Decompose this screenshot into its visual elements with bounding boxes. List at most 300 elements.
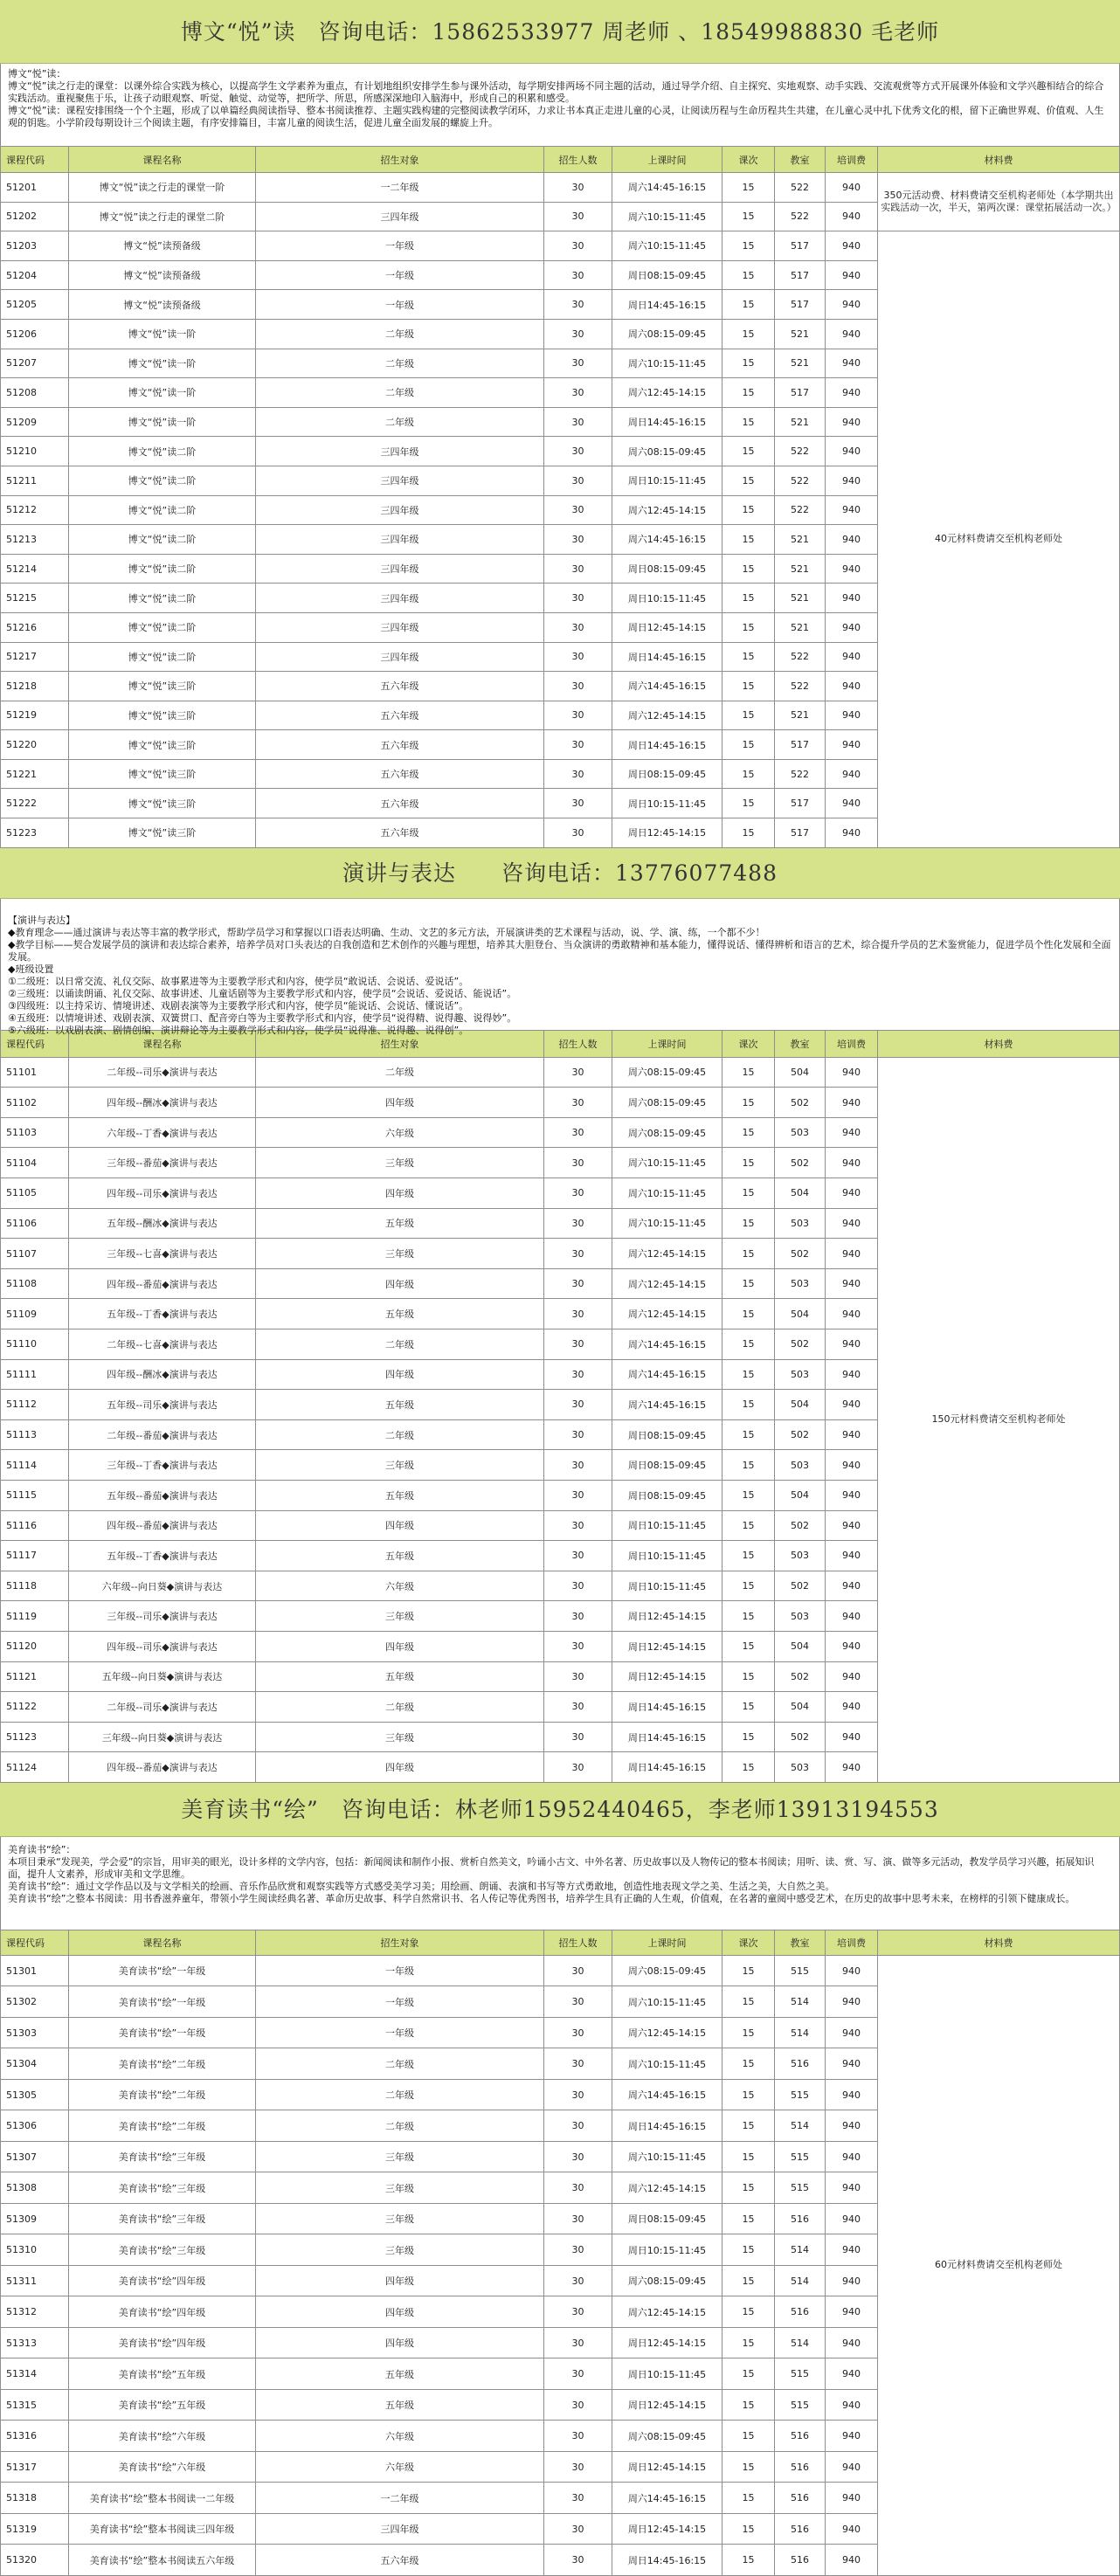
course-name: 美育读书“绘”四年级 (69, 2265, 256, 2296)
course-code: 51309 (1, 2203, 69, 2234)
target-grade: 三年级 (256, 1148, 544, 1178)
course-code: 51122 (1, 1692, 69, 1723)
capacity: 30 (544, 2265, 612, 2296)
session-count: 15 (722, 730, 775, 760)
target-grade: 五年级 (256, 1661, 544, 1692)
course-table (0, 1030, 1120, 1783)
tuition-fee: 940 (826, 818, 878, 848)
course-name: 博文“悦”读一阶 (69, 319, 256, 349)
course-name: 博文“悦”读二阶 (69, 525, 256, 555)
course-code: 51201 (1, 173, 69, 203)
target-grade: 五年级 (256, 1208, 544, 1239)
session-count: 15 (722, 642, 775, 672)
capacity: 30 (544, 1480, 612, 1510)
session-count: 15 (722, 1631, 775, 1661)
course-name: 三年级--向日葵◆演讲与表达 (69, 1722, 256, 1752)
session-count: 15 (722, 1329, 775, 1360)
class-time: 周六14:45-16:15 (612, 1359, 722, 1390)
capacity: 30 (544, 319, 612, 349)
capacity: 30 (544, 1631, 612, 1661)
course-name: 四年级--番茄◆演讲与表达 (69, 1752, 256, 1783)
target-grade: 四年级 (256, 1631, 544, 1661)
class-time: 周日14:45-16:15 (612, 2545, 722, 2576)
capacity: 30 (544, 202, 612, 231)
class-time: 周六10:15-11:45 (612, 2048, 722, 2080)
course-name: 五年级--番茄◆演讲与表达 (69, 1480, 256, 1510)
session-count: 15 (722, 1986, 775, 2018)
target-grade: 四年级 (256, 1510, 544, 1541)
capacity: 30 (544, 2017, 612, 2048)
tuition-fee: 940 (826, 1510, 878, 1541)
class-time: 周日12:45-14:15 (612, 2451, 722, 2483)
course-code: 51220 (1, 730, 69, 760)
class-time: 周六08:15-09:45 (612, 1057, 722, 1088)
target-grade: 三四年级 (256, 466, 544, 495)
classroom: 517 (775, 290, 826, 320)
class-time: 周六10:15-11:45 (612, 1208, 722, 1239)
target-grade: 五六年级 (256, 701, 544, 730)
classroom: 521 (775, 407, 826, 437)
target-grade: 三年级 (256, 1239, 544, 1269)
course-name: 二年级--司乐◆演讲与表达 (69, 1057, 256, 1088)
session-count: 15 (722, 1268, 775, 1299)
capacity: 30 (544, 1117, 612, 1148)
course-code: 51205 (1, 290, 69, 320)
session-count: 15 (722, 1088, 775, 1118)
target-grade: 五年级 (256, 1299, 544, 1329)
tuition-fee: 940 (826, 2483, 878, 2514)
classroom: 502 (775, 1239, 826, 1269)
course-code: 51202 (1, 202, 69, 231)
target-grade: 二年级 (256, 2048, 544, 2080)
session-count: 15 (722, 1239, 775, 1269)
class-time: 周六08:15-09:45 (612, 437, 722, 466)
course-code: 51111 (1, 1359, 69, 1390)
column-header-name: 课程名称 (69, 147, 256, 173)
course-code: 51118 (1, 1571, 69, 1601)
tuition-fee: 940 (826, 260, 878, 290)
capacity: 30 (544, 672, 612, 701)
session-count: 15 (722, 2172, 775, 2204)
class-time: 周日10:15-11:45 (612, 1510, 722, 1541)
course-name: 美育读书“绘”五年级 (69, 2358, 256, 2390)
course-name: 博文“悦”读三阶 (69, 701, 256, 730)
class-time: 周六08:15-09:45 (612, 1088, 722, 1118)
intro-paragraph: 美育读书“绘”： (8, 1843, 76, 1855)
target-grade: 三四年级 (256, 554, 544, 584)
tuition-fee: 940 (826, 1541, 878, 1571)
section-bowen-reading (0, 0, 1120, 848)
course-code: 51214 (1, 554, 69, 584)
capacity: 30 (544, 789, 612, 818)
column-header-sessions: 课次 (722, 1930, 775, 1955)
column-header-target: 招生对象 (256, 1030, 544, 1057)
capacity: 30 (544, 1148, 612, 1178)
capacity: 30 (544, 612, 612, 642)
course-code: 51104 (1, 1148, 69, 1178)
class-time: 周六14:45-16:15 (612, 672, 722, 701)
course-name: 四年级--司乐◆演讲与表达 (69, 1631, 256, 1661)
classroom: 504 (775, 1480, 826, 1510)
session-count: 15 (722, 407, 775, 437)
capacity: 30 (544, 231, 612, 261)
class-time: 周六14:45-16:15 (612, 173, 722, 203)
session-count: 15 (722, 1601, 775, 1632)
tuition-fee: 940 (826, 437, 878, 466)
class-time: 周日08:15-09:45 (612, 1480, 722, 1510)
capacity: 30 (544, 2421, 612, 2452)
column-header-capacity: 招生人数 (544, 1030, 612, 1057)
column-header-sessions: 课次 (722, 1030, 775, 1057)
tuition-fee: 940 (826, 2451, 878, 2483)
course-name: 博文“悦”读二阶 (69, 495, 256, 525)
class-time: 周六10:15-11:45 (612, 2141, 722, 2172)
tuition-fee: 940 (826, 1631, 878, 1661)
classroom: 502 (775, 1329, 826, 1360)
target-grade: 一年级 (256, 231, 544, 261)
class-time: 周六12:45-14:15 (612, 1268, 722, 1299)
target-grade: 四年级 (256, 1268, 544, 1299)
classroom: 503 (775, 1117, 826, 1148)
classroom: 517 (775, 231, 826, 261)
capacity: 30 (544, 1450, 612, 1481)
class-time: 周六12:45-14:15 (612, 495, 722, 525)
course-name: 美育读书“绘”一年级 (69, 1986, 256, 2018)
course-code: 51106 (1, 1208, 69, 1239)
course-name: 三年级--番茄◆演讲与表达 (69, 1148, 256, 1178)
course-code: 51319 (1, 2513, 69, 2545)
course-code: 51123 (1, 1722, 69, 1752)
course-code: 51103 (1, 1117, 69, 1148)
column-header-time: 上课时间 (612, 147, 722, 173)
tuition-fee: 940 (826, 1117, 878, 1148)
tuition-fee: 940 (826, 378, 878, 408)
class-time: 周六10:15-11:45 (612, 349, 722, 378)
class-time: 周六10:15-11:45 (612, 202, 722, 231)
course-name: 五年级--酬冰◆演讲与表达 (69, 1208, 256, 1239)
session-count: 15 (722, 2358, 775, 2390)
capacity: 30 (544, 2234, 612, 2266)
capacity: 30 (544, 1571, 612, 1601)
target-grade: 一年级 (256, 1986, 544, 2018)
tuition-fee: 940 (826, 1986, 878, 2018)
capacity: 30 (544, 290, 612, 320)
session-count: 15 (722, 173, 775, 203)
course-name: 美育读书“绘”二年级 (69, 2048, 256, 2080)
target-grade: 三四年级 (256, 584, 544, 613)
class-time: 周六14:45-16:15 (612, 1329, 722, 1360)
class-time: 周日14:45-16:15 (612, 642, 722, 672)
classroom: 516 (775, 2451, 826, 2483)
tuition-fee: 940 (826, 2234, 878, 2266)
course-code: 51212 (1, 495, 69, 525)
target-grade: 四年级 (256, 2296, 544, 2328)
course-code: 51121 (1, 1661, 69, 1692)
session-count: 15 (722, 349, 775, 378)
target-grade: 三四年级 (256, 2513, 544, 2545)
column-header-room: 教室 (775, 147, 826, 173)
course-code: 51303 (1, 2017, 69, 2048)
class-time: 周六12:45-14:15 (612, 2017, 722, 2048)
target-grade: 三年级 (256, 1722, 544, 1752)
classroom: 504 (775, 1299, 826, 1329)
classroom: 522 (775, 202, 826, 231)
capacity: 30 (544, 2389, 612, 2421)
session-count: 15 (722, 1510, 775, 1541)
tuition-fee: 940 (826, 202, 878, 231)
table-header-row (1, 1930, 1120, 1955)
intro-paragraph: 美育读书“绘”：通过文学作品以及与文学相关的绘画、音乐作品欣赏和观察实践等方式感受美学习美；用绘画、朗诵、表演和书写等方式勇敢地，创造性地表现文学之美、生活之美，大自然之美。 (8, 1880, 835, 1892)
classroom: 517 (775, 818, 826, 848)
session-count: 15 (722, 1117, 775, 1148)
classroom: 521 (775, 525, 826, 555)
session-count: 15 (722, 2451, 775, 2483)
target-grade: 四年级 (256, 1359, 544, 1390)
tuition-fee: 940 (826, 349, 878, 378)
capacity: 30 (544, 1208, 612, 1239)
capacity: 30 (544, 1692, 612, 1723)
tuition-fee: 940 (826, 2203, 878, 2234)
target-grade: 四年级 (256, 1178, 544, 1209)
intro-paragraph: 博文“悦”读之行走的课堂：以课外综合实践为核心，以提高学生文学素养为重点，有计划地组织安排学生参与课外活动，每学期安排两场不同主题的活动，通过导学介绍、自主探究、实地观察、动手实践、交流观赏等方式开展课外体验和文学兴趣相结合的综合实践活动。重视聚焦于乐，让孩子动眼观察、听觉、触觉、动觉等，把所学、所思，所感深深地印入脑海中，形成自己的积累和感受。 (8, 80, 1104, 104)
material-fee-note: 150元材料费请交至机构老师处 (878, 1057, 1120, 1782)
column-header-material: 材料费 (878, 147, 1120, 173)
column-header-room: 教室 (775, 1930, 826, 1955)
column-header-fee: 培训费 (826, 1030, 878, 1057)
intro-paragraph: ◆班级设置 (8, 963, 54, 975)
tuition-fee: 940 (826, 2421, 878, 2452)
course-name: 美育读书“绘”六年级 (69, 2421, 256, 2452)
target-grade: 一年级 (256, 290, 544, 320)
capacity: 30 (544, 260, 612, 290)
classroom: 515 (775, 2389, 826, 2421)
column-header-fee: 培训费 (826, 147, 878, 173)
target-grade: 五年级 (256, 1480, 544, 1510)
table-header-row (1, 147, 1120, 173)
tuition-fee: 940 (826, 2327, 878, 2358)
classroom: 502 (775, 1419, 826, 1450)
column-header-room: 教室 (775, 1030, 826, 1057)
target-grade: 六年级 (256, 1117, 544, 1148)
classroom: 502 (775, 1722, 826, 1752)
capacity: 30 (544, 642, 612, 672)
course-code: 51105 (1, 1178, 69, 1209)
class-time: 周日10:15-11:45 (612, 466, 722, 495)
column-header-code: 课程代码 (1, 1030, 69, 1057)
course-code: 51209 (1, 407, 69, 437)
tuition-fee: 940 (826, 2513, 878, 2545)
classroom: 514 (775, 2265, 826, 2296)
tuition-fee: 940 (826, 2141, 878, 2172)
course-name: 博文“悦”读二阶 (69, 612, 256, 642)
section-title: 博文“悦”读 咨询电话：15862533977 周老师 、18549988830 毛老师 (0, 0, 1120, 64)
course-name: 三年级--丁香◆演讲与表达 (69, 1450, 256, 1481)
capacity: 30 (544, 1268, 612, 1299)
tuition-fee: 940 (826, 789, 878, 818)
course-code: 51210 (1, 437, 69, 466)
course-code: 51222 (1, 789, 69, 818)
class-time: 周日14:45-16:15 (612, 1752, 722, 1783)
capacity: 30 (544, 1178, 612, 1209)
target-grade: 四年级 (256, 2327, 544, 2358)
capacity: 30 (544, 2451, 612, 2483)
course-name: 三年级--司乐◆演讲与表达 (69, 1601, 256, 1632)
target-grade: 五六年级 (256, 2545, 544, 2576)
course-name: 四年级--番茄◆演讲与表达 (69, 1510, 256, 1541)
course-name: 三年级--七喜◆演讲与表达 (69, 1239, 256, 1269)
classroom: 504 (775, 1057, 826, 1088)
target-grade: 二年级 (256, 1692, 544, 1723)
classroom: 521 (775, 554, 826, 584)
class-time: 周六10:15-11:45 (612, 1148, 722, 1178)
course-code: 51311 (1, 2265, 69, 2296)
target-grade: 二年级 (256, 1419, 544, 1450)
course-table (0, 1930, 1120, 2576)
course-name: 美育读书“绘”整本书阅读三四年级 (69, 2513, 256, 2545)
classroom: 516 (775, 2421, 826, 2452)
classroom: 502 (775, 1088, 826, 1118)
course-code: 51219 (1, 701, 69, 730)
class-time: 周日12:45-14:15 (612, 1661, 722, 1692)
target-grade: 三四年级 (256, 202, 544, 231)
tuition-fee: 940 (826, 2358, 878, 2390)
class-time: 周六12:45-14:15 (612, 701, 722, 730)
column-header-capacity: 招生人数 (544, 1930, 612, 1955)
tuition-fee: 940 (826, 319, 878, 349)
session-count: 15 (722, 584, 775, 613)
classroom: 522 (775, 672, 826, 701)
course-code: 51314 (1, 2358, 69, 2390)
course-code: 51110 (1, 1329, 69, 1360)
class-time: 周日08:15-09:45 (612, 1450, 722, 1481)
course-code: 51101 (1, 1057, 69, 1088)
classroom: 521 (775, 584, 826, 613)
column-header-time: 上课时间 (612, 1030, 722, 1057)
session-count: 15 (722, 1178, 775, 1209)
course-name: 五年级--司乐◆演讲与表达 (69, 1390, 256, 1420)
classroom: 517 (775, 260, 826, 290)
intro-paragraph: ①二级班：以日常交流、礼仪交际、故事累进等为主要教学形式和内容，使学员“敢说话、会说话、爱说话”。 (8, 975, 469, 987)
capacity: 30 (544, 730, 612, 760)
tuition-fee: 940 (826, 1390, 878, 1420)
session-count: 15 (722, 1299, 775, 1329)
course-name: 博文“悦”读二阶 (69, 584, 256, 613)
capacity: 30 (544, 1088, 612, 1118)
classroom: 514 (775, 2017, 826, 2048)
session-count: 15 (722, 2110, 775, 2142)
course-name: 博文“悦”读预备级 (69, 290, 256, 320)
course-code: 51316 (1, 2421, 69, 2452)
class-time: 周六12:45-14:15 (612, 378, 722, 408)
classroom: 503 (775, 1268, 826, 1299)
course-code: 51116 (1, 1510, 69, 1541)
session-count: 15 (722, 2079, 775, 2110)
class-time: 周六14:45-16:15 (612, 1390, 722, 1420)
classroom: 517 (775, 789, 826, 818)
classroom: 522 (775, 495, 826, 525)
course-code: 51119 (1, 1601, 69, 1632)
course-name: 博文“悦”读预备级 (69, 231, 256, 261)
course-code: 51302 (1, 1986, 69, 2018)
classroom: 502 (775, 1661, 826, 1692)
course-name: 博文“悦”读三阶 (69, 818, 256, 848)
classroom: 504 (775, 1178, 826, 1209)
course-code: 51317 (1, 2451, 69, 2483)
session-count: 15 (722, 2048, 775, 2080)
course-name: 博文“悦”读三阶 (69, 730, 256, 760)
session-count: 15 (722, 1571, 775, 1601)
intro-paragraph: 博文“悦”读：课程安排围绕一个个主题，形成了以单篇经典阅读指导、整本书阅读推荐、主题实践构建的完整阅读教学闭环，力求让书本真正走进儿童的心灵，让阅读历程与生命历程共生共建，在儿童心灵中扎下优秀文化的根，留下正确世界观、价值观、人生观的钥匙。小学阶段每期设计三个阅读主题，有序安排篇目，丰富儿童的阅读生活，促进儿童全面发展的螺旋上升。 (8, 105, 1104, 128)
tuition-fee: 940 (826, 1329, 878, 1360)
course-code: 51312 (1, 2296, 69, 2328)
column-header-target: 招生对象 (256, 147, 544, 173)
course-code: 51108 (1, 1268, 69, 1299)
classroom: 515 (775, 2358, 826, 2390)
class-time: 周日12:45-14:15 (612, 1631, 722, 1661)
classroom: 517 (775, 378, 826, 408)
intro-paragraph: 【演讲与表达】 (8, 914, 75, 926)
capacity: 30 (544, 759, 612, 789)
course-name: 博文“悦”读一阶 (69, 349, 256, 378)
class-time: 周日10:15-11:45 (612, 1571, 722, 1601)
course-name: 美育读书“绘”四年级 (69, 2327, 256, 2358)
course-code: 51217 (1, 642, 69, 672)
capacity: 30 (544, 1541, 612, 1571)
class-time: 周日10:15-11:45 (612, 789, 722, 818)
target-grade: 三四年级 (256, 642, 544, 672)
capacity: 30 (544, 378, 612, 408)
column-header-target: 招生对象 (256, 1930, 544, 1955)
classroom: 503 (775, 1208, 826, 1239)
target-grade: 二年级 (256, 2079, 544, 2110)
classroom: 521 (775, 349, 826, 378)
course-code: 51307 (1, 2141, 69, 2172)
class-time: 周日08:15-09:45 (612, 260, 722, 290)
target-grade: 三四年级 (256, 525, 544, 555)
target-grade: 二年级 (256, 378, 544, 408)
session-count: 15 (722, 2296, 775, 2328)
classroom: 514 (775, 2327, 826, 2358)
material-fee-note: 350元活动费、材料费请交至机构老师处（本学期共出实践活动一次，半天，第两次课：课堂拓展活动一次。） (878, 173, 1120, 231)
target-grade: 三年级 (256, 2234, 544, 2266)
course-name: 四年级--番茄◆演讲与表达 (69, 1268, 256, 1299)
capacity: 30 (544, 2141, 612, 2172)
course-code: 51117 (1, 1541, 69, 1571)
class-time: 周日12:45-14:15 (612, 2327, 722, 2358)
session-count: 15 (722, 2265, 775, 2296)
intro-paragraph: ◆教学目标——契合发展学员的演讲和表达综合素养，培养学员对口头表达的自我创造和艺术创作的兴趣与理想，培养其大胆登台、当众演讲的勇敢精神和基本能力，懂得说话、懂得辨析和语言的艺术，综合提升学员的艺术鉴赏能力，促进学员个性化发展和全面发展。 (8, 938, 1111, 963)
tuition-fee: 940 (826, 642, 878, 672)
target-grade: 三年级 (256, 1450, 544, 1481)
course-name: 五年级--向日葵◆演讲与表达 (69, 1661, 256, 1692)
classroom: 515 (775, 2141, 826, 2172)
target-grade: 三四年级 (256, 612, 544, 642)
table-row (1, 231, 1120, 261)
capacity: 30 (544, 1057, 612, 1088)
classroom: 514 (775, 2110, 826, 2142)
course-code: 51115 (1, 1480, 69, 1510)
session-count: 15 (722, 672, 775, 701)
class-time: 周日14:45-16:15 (612, 730, 722, 760)
target-grade: 二年级 (256, 319, 544, 349)
course-code: 51208 (1, 378, 69, 408)
tuition-fee: 940 (826, 173, 878, 203)
capacity: 30 (544, 584, 612, 613)
capacity: 30 (544, 173, 612, 203)
target-grade: 一二年级 (256, 173, 544, 203)
session-count: 15 (722, 290, 775, 320)
course-name: 二年级--七喜◆演讲与表达 (69, 1329, 256, 1360)
